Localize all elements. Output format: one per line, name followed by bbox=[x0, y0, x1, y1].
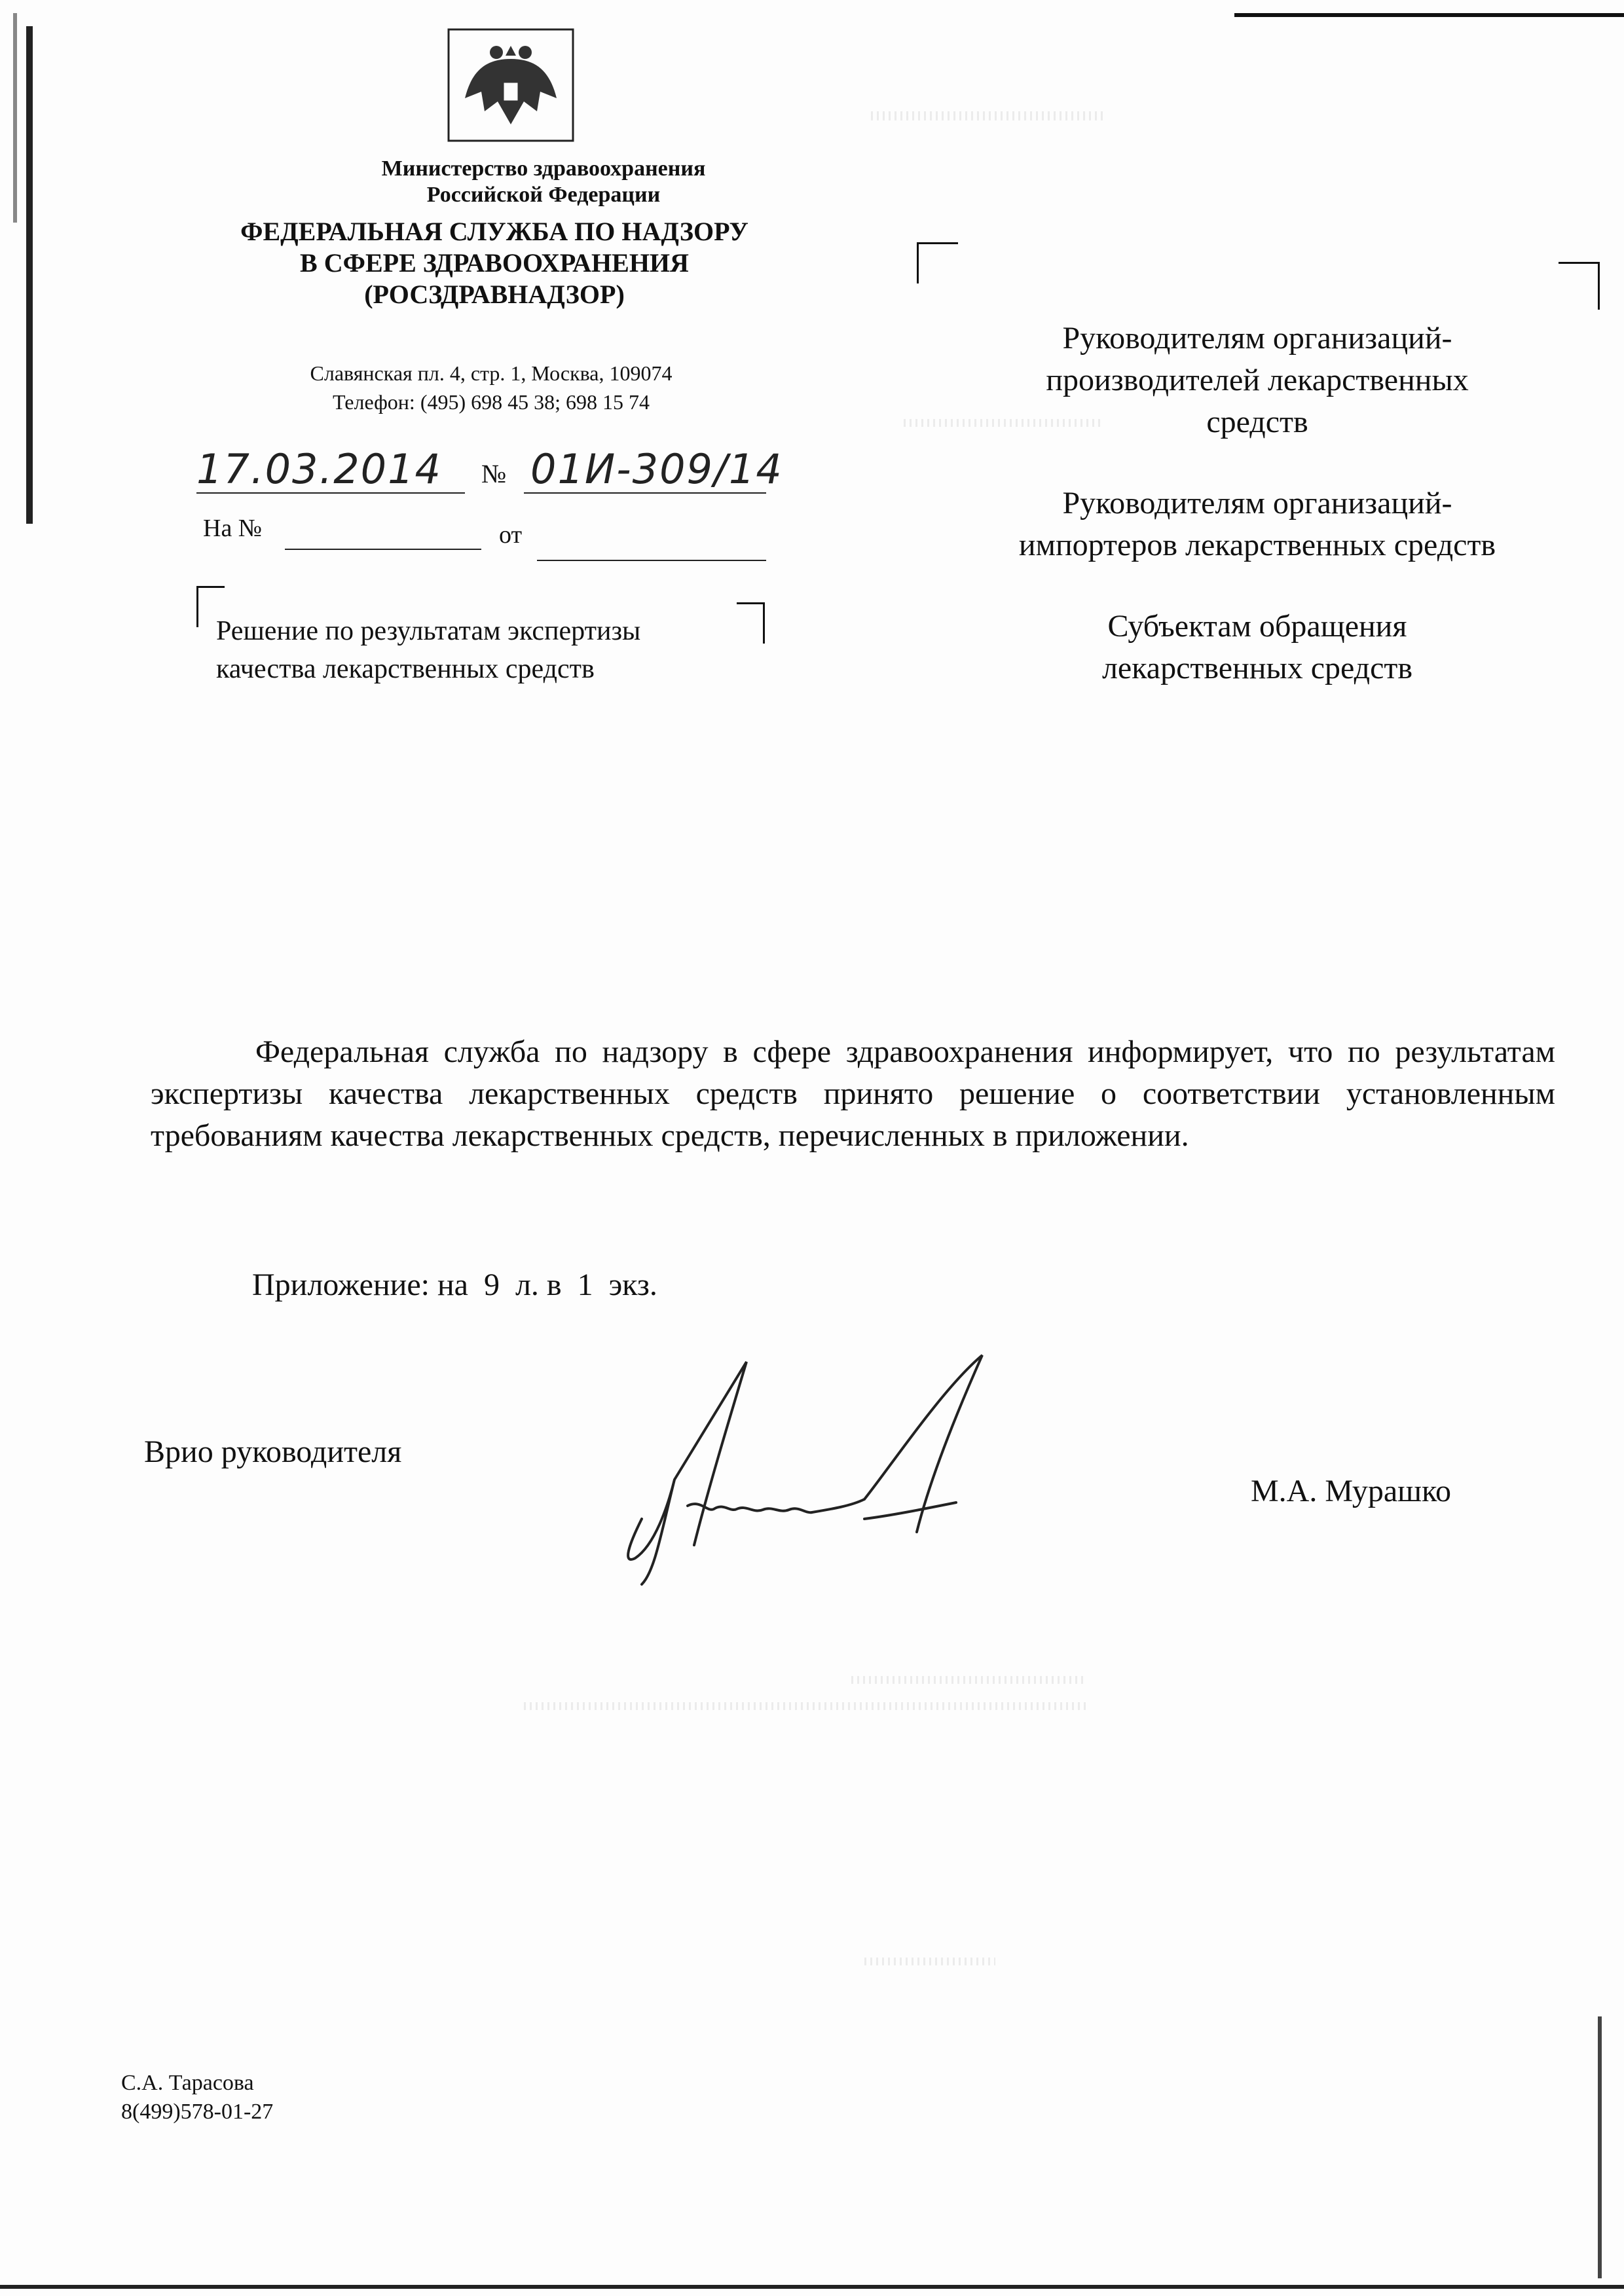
phone-text: Телефон: (495) 698 45 38; 698 15 74 bbox=[332, 390, 650, 414]
recipient-line: Субъектам обращения bbox=[1107, 609, 1407, 644]
recipients-block bbox=[936, 318, 1578, 729]
scan-edge-artifact bbox=[1234, 13, 1624, 17]
executor-name: С.А. Тарасова bbox=[121, 2071, 254, 2095]
recipient bbox=[936, 483, 1578, 566]
body-paragraph: Федеральная служба по надзору в сфере здравоохранения информирует, что по результатам экспертизы качества лекарственных средств принято решение о соответствии установленным требованиям качества лекарственных средств, перечисленных в приложении. bbox=[151, 1034, 1555, 1153]
recipient bbox=[936, 606, 1578, 689]
reply-date-line bbox=[537, 560, 766, 561]
document-number: 01И-309/14 bbox=[530, 445, 783, 493]
scan-smudge bbox=[524, 1702, 1087, 1710]
subject-line: качества лекарственных средств bbox=[216, 654, 595, 684]
recipient-line: Руководителям организаций- bbox=[1062, 486, 1452, 520]
recipient-bracket-left bbox=[917, 242, 958, 283]
recipient bbox=[936, 318, 1578, 443]
document-date: 17.03.2014 bbox=[196, 445, 442, 493]
reply-date-label: от bbox=[499, 521, 523, 549]
date-underline bbox=[196, 492, 465, 494]
service-line: ФЕДЕРАЛЬНАЯ СЛУЖБА ПО НАДЗОРУ bbox=[240, 217, 748, 246]
scan-smudge bbox=[851, 1676, 1087, 1684]
letter-body bbox=[151, 1031, 1555, 1157]
scan-smudge bbox=[864, 1958, 995, 1965]
coat-of-arms-icon bbox=[445, 26, 576, 144]
number-underline bbox=[524, 492, 766, 494]
scan-edge-artifact bbox=[0, 2285, 1624, 2289]
address-text: Славянская пл. 4, стр. 1, Москва, 109074 bbox=[310, 361, 673, 385]
reply-number-label: На № bbox=[203, 515, 263, 542]
signer-title: Врио руководителя bbox=[144, 1434, 402, 1469]
recipient-line: лекарственных средств bbox=[1101, 651, 1413, 685]
service-line: (РОСЗДРАВНАДЗОР) bbox=[364, 280, 625, 309]
reply-number-line bbox=[285, 549, 481, 550]
recipient-bracket-right bbox=[1559, 262, 1600, 310]
recipient-line: импортеров лекарственных средств bbox=[1018, 528, 1496, 562]
ministry-line: Российской Федерации bbox=[426, 183, 661, 207]
recipient-line: средств bbox=[1206, 405, 1308, 439]
scan-edge-artifact bbox=[1598, 2016, 1602, 2278]
scan-edge-artifact bbox=[26, 26, 33, 524]
address-block bbox=[229, 359, 753, 416]
executor-phone: 8(499)578-01-27 bbox=[121, 2100, 274, 2124]
subject-block bbox=[216, 612, 805, 688]
executor-block bbox=[121, 2069, 273, 2126]
ministry-line: Министерство здравоохранения bbox=[381, 156, 706, 181]
attachment-note: Приложение: на 9 л. в 1 экз. bbox=[252, 1267, 657, 1302]
signer-name: М.А. Мурашко bbox=[1251, 1474, 1451, 1508]
service-line: В СФЕРЕ ЗДРАВООХРАНЕНИЯ bbox=[300, 248, 689, 278]
handwritten-signature-icon bbox=[616, 1349, 1022, 1597]
recipient-line: производителей лекарственных bbox=[1046, 363, 1469, 397]
scan-smudge bbox=[871, 111, 1107, 120]
subject-line: Решение по результатам экспертизы bbox=[216, 616, 641, 646]
ministry-header bbox=[249, 156, 838, 208]
recipient-line: Руководителям организаций- bbox=[1062, 321, 1452, 355]
service-header bbox=[183, 216, 805, 310]
scan-edge-artifact bbox=[13, 13, 17, 223]
number-label: № bbox=[481, 459, 507, 488]
